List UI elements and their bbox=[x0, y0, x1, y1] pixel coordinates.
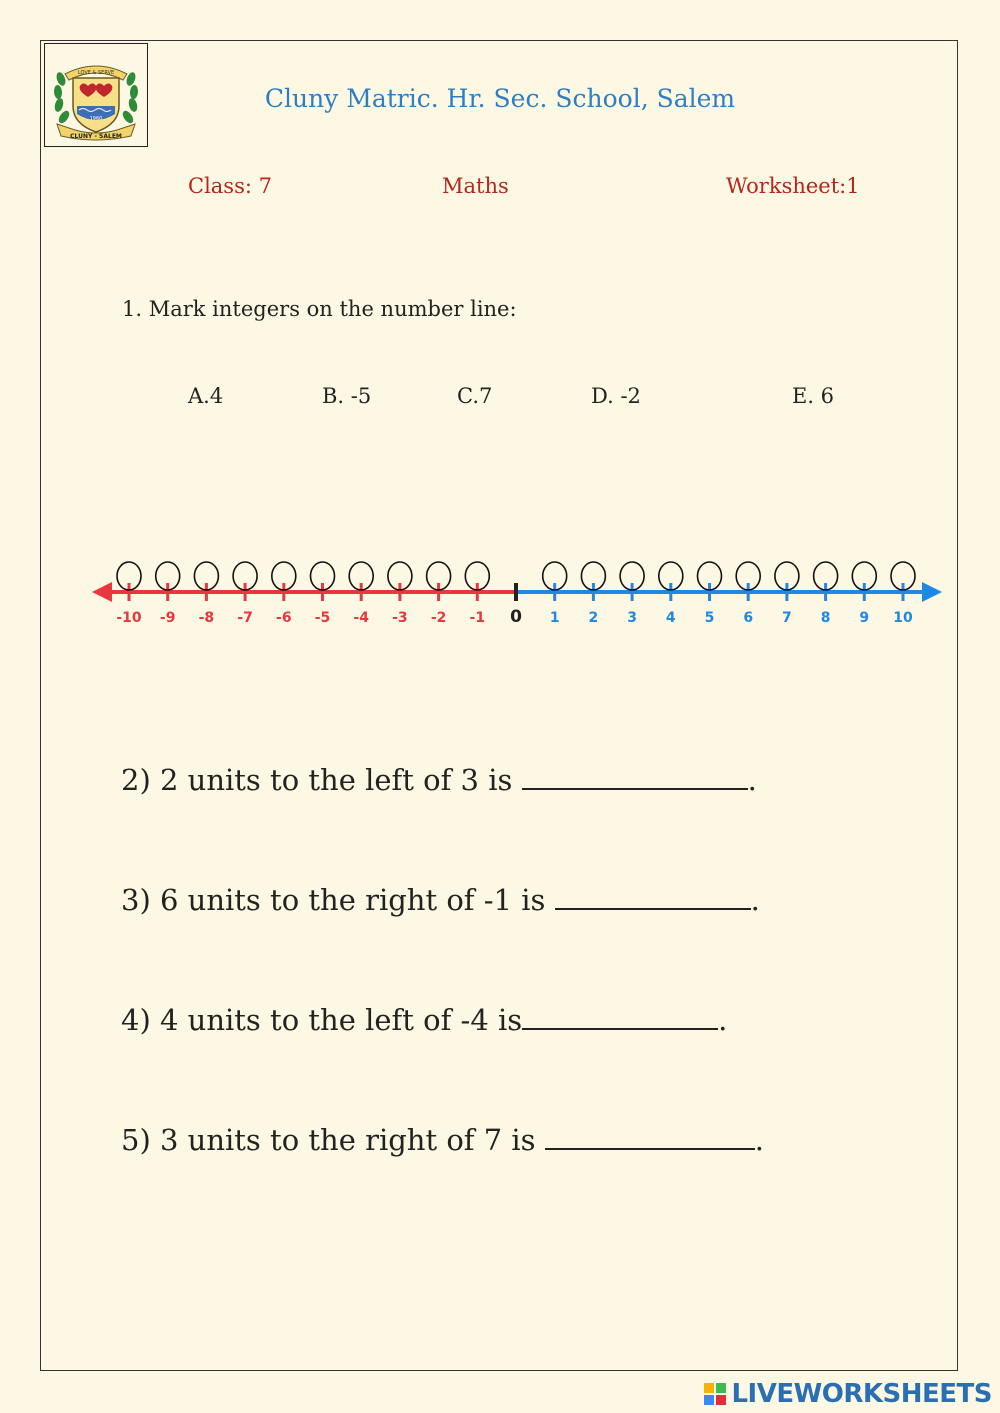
tick-label--8: -8 bbox=[198, 610, 215, 626]
question-5-text: 5) 3 units to the right of 7 is bbox=[121, 1123, 545, 1157]
tick-label--6: -6 bbox=[276, 610, 292, 626]
question-4-text: 4) 4 units to the left of -4 is bbox=[121, 1003, 523, 1037]
question-5-end: . bbox=[754, 1123, 765, 1157]
option-d: D. -2 bbox=[591, 384, 641, 408]
question-2 bbox=[121, 762, 757, 797]
tick-label-3: 3 bbox=[627, 610, 637, 626]
school-title: Cluny Matric. Hr. Sec. School, Salem bbox=[264, 84, 736, 113]
svg-text:1960: 1960 bbox=[89, 116, 103, 122]
tick-label--3: -3 bbox=[392, 610, 408, 626]
question-1-prompt: 1. Mark integers on the number line: bbox=[122, 297, 517, 321]
question-4 bbox=[121, 1002, 727, 1037]
tick-label-7: 7 bbox=[782, 610, 792, 626]
footer-brand bbox=[703, 1376, 992, 1412]
question-2-end: . bbox=[747, 763, 757, 797]
svg-text:LOVE & SERVE: LOVE & SERVE bbox=[77, 70, 115, 76]
tick-label--7: -7 bbox=[237, 610, 253, 626]
question-5-answer-blank[interactable] bbox=[545, 1122, 755, 1150]
tick-label-6: 6 bbox=[743, 610, 754, 626]
question-3-text: 3) 6 units to the right of -1 is bbox=[121, 883, 555, 917]
liveworksheets-logo-icon bbox=[703, 1382, 727, 1406]
tick-label-10: 10 bbox=[893, 610, 913, 626]
footer-brand-text: LIVEWORKSHEETS bbox=[731, 1379, 992, 1409]
question-2-text: 2) 2 units to the left of 3 is bbox=[121, 763, 522, 797]
tick-label-0: 0 bbox=[510, 607, 522, 627]
subject-label: Maths bbox=[442, 174, 509, 198]
class-label: Class: 7 bbox=[188, 174, 272, 198]
worksheet-frame bbox=[40, 40, 958, 1371]
option-e: E. 6 bbox=[792, 384, 835, 408]
tick-label--4: -4 bbox=[353, 610, 369, 626]
question-4-end: . bbox=[718, 1003, 728, 1037]
tick-label-9: 9 bbox=[859, 610, 870, 626]
tick-label-1: 1 bbox=[549, 610, 560, 626]
svg-text:CLUNY - SALEM: CLUNY - SALEM bbox=[70, 133, 122, 140]
tick-label--10: -10 bbox=[116, 610, 142, 626]
tick-label-2: 2 bbox=[588, 610, 599, 626]
question-3 bbox=[121, 882, 760, 917]
question-2-answer-blank[interactable] bbox=[522, 762, 748, 790]
question-3-end: . bbox=[750, 883, 760, 917]
option-c: C.7 bbox=[457, 384, 493, 408]
right-arrow-icon bbox=[922, 582, 942, 602]
tick-label-4: 4 bbox=[665, 610, 676, 626]
worksheet-label: Worksheet:1 bbox=[726, 174, 860, 198]
tick-label--5: -5 bbox=[314, 610, 331, 626]
tick-label--1: -1 bbox=[469, 610, 486, 626]
number-line bbox=[0, 540, 1000, 640]
tick-label--2: -2 bbox=[430, 610, 447, 626]
left-arrow-icon bbox=[92, 582, 112, 602]
question-4-answer-blank[interactable] bbox=[522, 1002, 718, 1030]
question-3-answer-blank[interactable] bbox=[555, 882, 751, 910]
tick-label--9: -9 bbox=[159, 610, 176, 626]
option-b: B. -5 bbox=[322, 384, 372, 408]
tick-label-8: 8 bbox=[820, 610, 831, 626]
tick-label-5: 5 bbox=[704, 610, 715, 626]
option-a: A.4 bbox=[188, 384, 224, 408]
question-5 bbox=[121, 1122, 764, 1157]
